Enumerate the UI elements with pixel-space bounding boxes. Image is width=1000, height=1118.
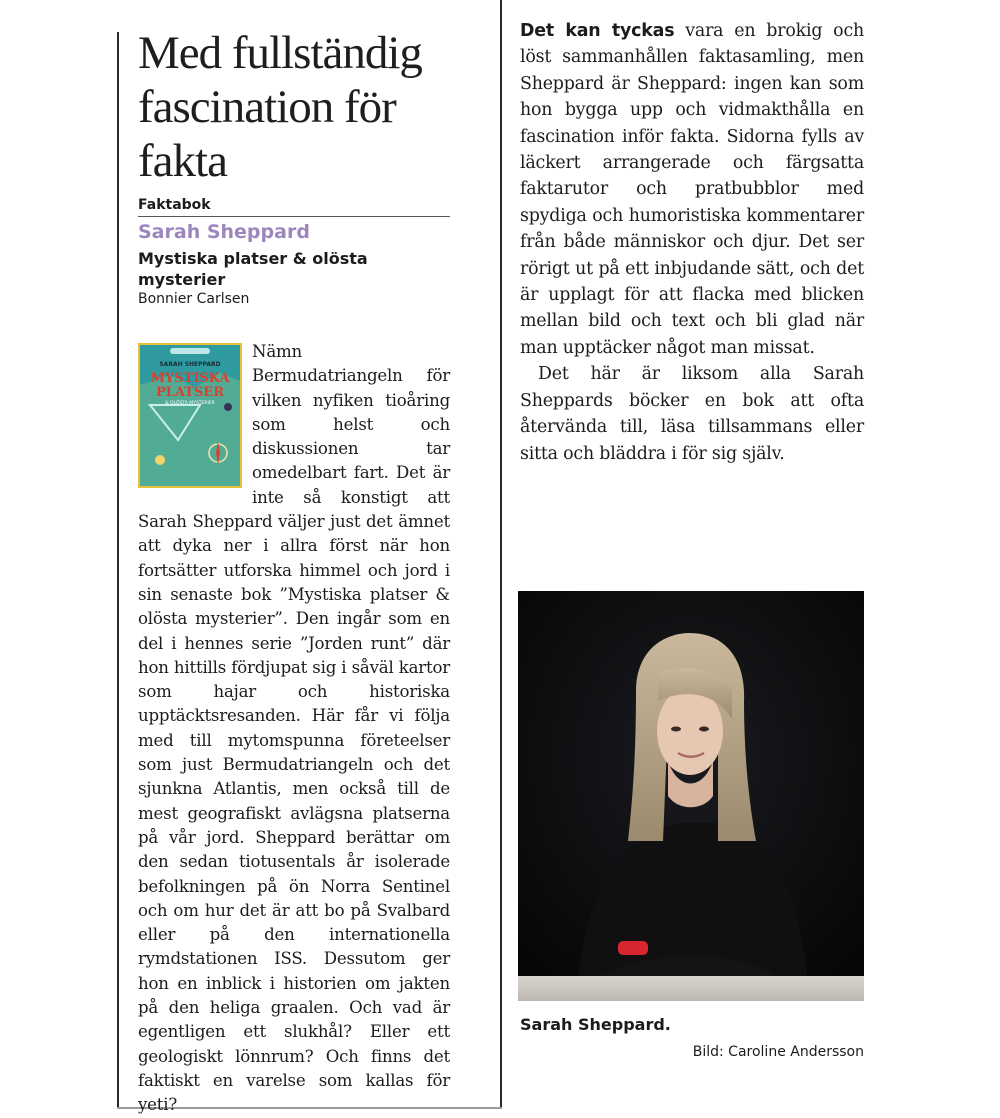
photo-credit: Bild: Caroline Andersson [692, 1044, 864, 1060]
book-title: Mystiska platser & olösta mysterier [138, 249, 368, 289]
center-column-rule [500, 0, 502, 1109]
article-body-column-2 [520, 18, 864, 467]
author-portrait-photo [518, 591, 864, 1001]
left-column-rule [117, 32, 119, 1109]
body-text-column-1: Nämn Bermudatriangeln för vilken nyfiken tioåring som helst och diskussionen tar omedelbart fart. Det är inte så konstigt att Sarah Sheppard väljer just det ämnet att dyka ner i allra först när hon fortsätter utforska himmel och jord i sin senaste bok ”Mystiska platser & olösta mysterier”. Den ingår som en del i hennes serie ”Jorden runt” där hon hittills fördjupat sig i såväl kartor som hajar och historiska upptäcktsresanden. Här får vi följa med till mytomspunna företeelser som just Bermudatriangeln och det sjunkna Atlantis, men också till de mest geografiskt avlägsna platserna på vår jord. Sheppard berättar om den sedan tiotusentals år isolerade befolkningen på ön Norra Sentinel och om hur det är att bo på Svalbard eller på den internationella rymdstationen ISS. Dessutom ger hon en inblick i historien om jakten på den heliga graalen. Och vad är egentligen ett slukhål? Eller ett geologiskt lönnrum? Och finns det faktiskt en varelse som kallas för yeti? [138, 342, 450, 1115]
section-divider [138, 216, 450, 217]
headline: Med fullständig fascination för fakta [138, 27, 422, 187]
cover-title-line1: MYSTISKA [150, 371, 230, 386]
photo-caption: Sarah Sheppard. [520, 1015, 671, 1034]
book-publisher: Bonnier Carlsen [138, 291, 250, 307]
cover-subtitle: & OLÖSTA MYSTERIER [165, 401, 215, 406]
paragraph-lead-in: Det kan tyckas [520, 21, 675, 41]
body-paragraph-1 [520, 18, 864, 361]
body-paragraph-2: Det här är liksom alla Sarah Sheppards böcker en bok att ofta återvända till, läsa tillsammans eller sitta och bläddra i för sig själv. [520, 364, 864, 464]
article-body-column-1 [138, 340, 450, 1118]
cover-wrap-space [138, 340, 252, 490]
cover-author-text: SARAH SHEPPARD [159, 361, 221, 368]
body-paragraph-1-text: vara en brokig och löst sammanhållen faktasamling, men Sheppard är Sheppard: ingen kan som hon bygga upp och vidmakthålla en fascination inför fakta. Sidorna fylls av läckert arrangerade och färgsatta faktarutor och pratbubblor med spydiga och humoristiska kommentarer från både människor och djur. Det ser rörigt ut på ett inbjudande sätt, och det är upplagt för att flacka med blicken mellan bild och text och bli glad när man upptäcker något man missat. [520, 21, 864, 358]
section-label: Faktabok [138, 197, 211, 213]
review-author: Sarah Sheppard [138, 221, 310, 243]
cover-title-line2: PLATSER [155, 385, 225, 400]
